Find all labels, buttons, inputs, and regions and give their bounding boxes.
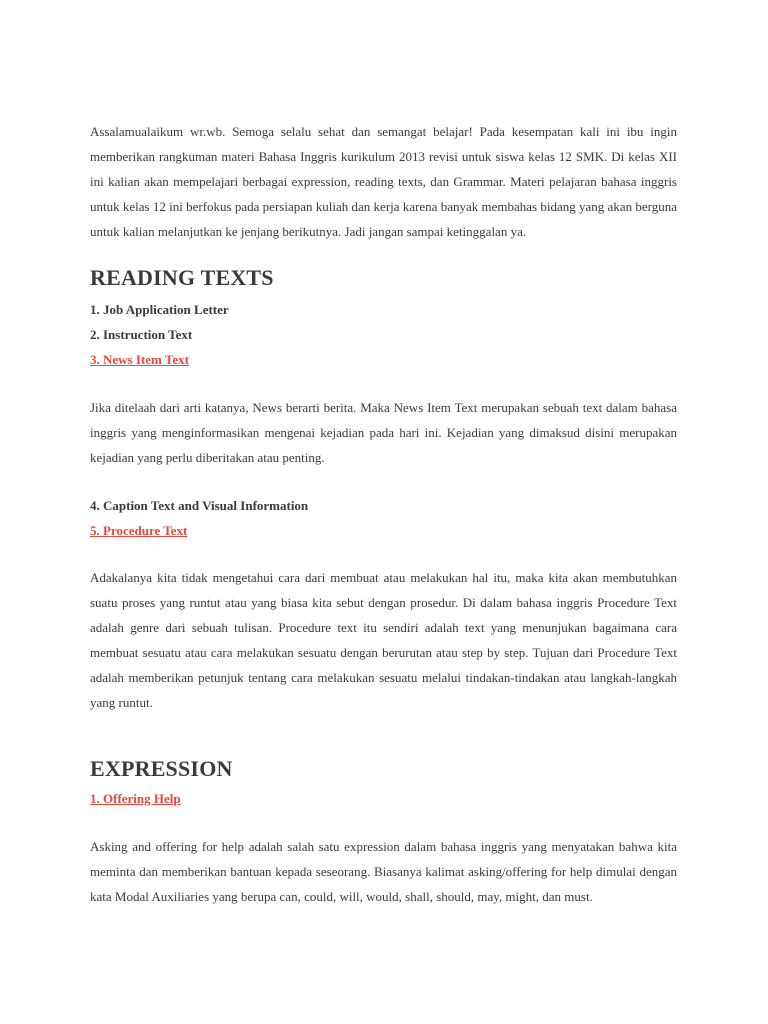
news-item-text-link[interactable]: 3. News Item Text — [90, 352, 189, 367]
list-item-caption-text: 4. Caption Text and Visual Information — [90, 498, 309, 513]
reading-texts-list — [90, 297, 677, 372]
procedure-text-link[interactable]: 5. Procedure Text — [90, 523, 188, 538]
list-item-instruction-text: 2. Instruction Text — [90, 327, 193, 342]
list-item-job-application-letter: 1. Job Application Letter — [90, 302, 229, 317]
procedure-text-paragraph: Adakalanya kita tidak mengetahui cara dari membuat atau melakukan hal itu, maka kita akan membutuhkan suatu proses yang runtut atau yang biasa kita sebut dengan prosedur. Di dalam bahasa inggris Procedure Text adalah genre dari sebuah tulisan. Procedure text itu sendiri adalah text yang menunjukan bagaimana cara membuat sesuatu atau cara melakukan sesuatu dengan berurutan atau step by step. Tujuan dari Procedure Text adalah memberikan petunjuk tentang cara melakukan sesuatu melalui tindakan-tindakan atau langkah-langkah yang runtut. — [90, 570, 677, 710]
intro-paragraph: Assalamualaikum wr.wb. Semoga selalu sehat dan semangat belajar! Pada kesempatan kali ini ibu ingin memberikan rangkuman materi Bahasa Inggris kurikulum 2013 revisi untuk siswa kelas 12 SMK. Di kelas XII ini kalian akan mempelajari berbagai expression, reading texts, dan Grammar. Materi pelajaran bahasa inggris untuk kelas 12 ini berfokus pada persiapan kuliah dan kerja karena banyak membahas bidang yang akan berguna untuk kalian melanjutkan ke jenjang berikutnya. Jadi jangan sampai ketinggalan ya. — [90, 124, 677, 239]
reading-texts-heading: READING TEXTS — [90, 265, 274, 290]
news-item-text-paragraph: Jika ditelaah dari arti katanya, News berarti berita. Maka News Item Text merupakan sebuah text dalam bahasa inggris yang menginformasikan mengenai kejadian pada hari ini. Kejadian yang dimaksud disini merupakan kejadian yang perlu diberitakan atau penting. — [90, 400, 677, 465]
offering-help-paragraph: Asking and offering for help adalah salah satu expression dalam bahasa inggris yang menyatakan bahwa kita meminta dan memberikan bantuan kepada seseorang. Biasanya kalimat asking/offering for help dimulai dengan kata Modal Auxiliaries yang berupa can, could, will, would, shall, should, may, might, dan must. — [90, 839, 677, 904]
offering-help-link[interactable]: 1. Offering Help — [90, 791, 181, 806]
document-page — [90, 119, 677, 909]
expression-heading: EXPRESSION — [90, 756, 233, 781]
